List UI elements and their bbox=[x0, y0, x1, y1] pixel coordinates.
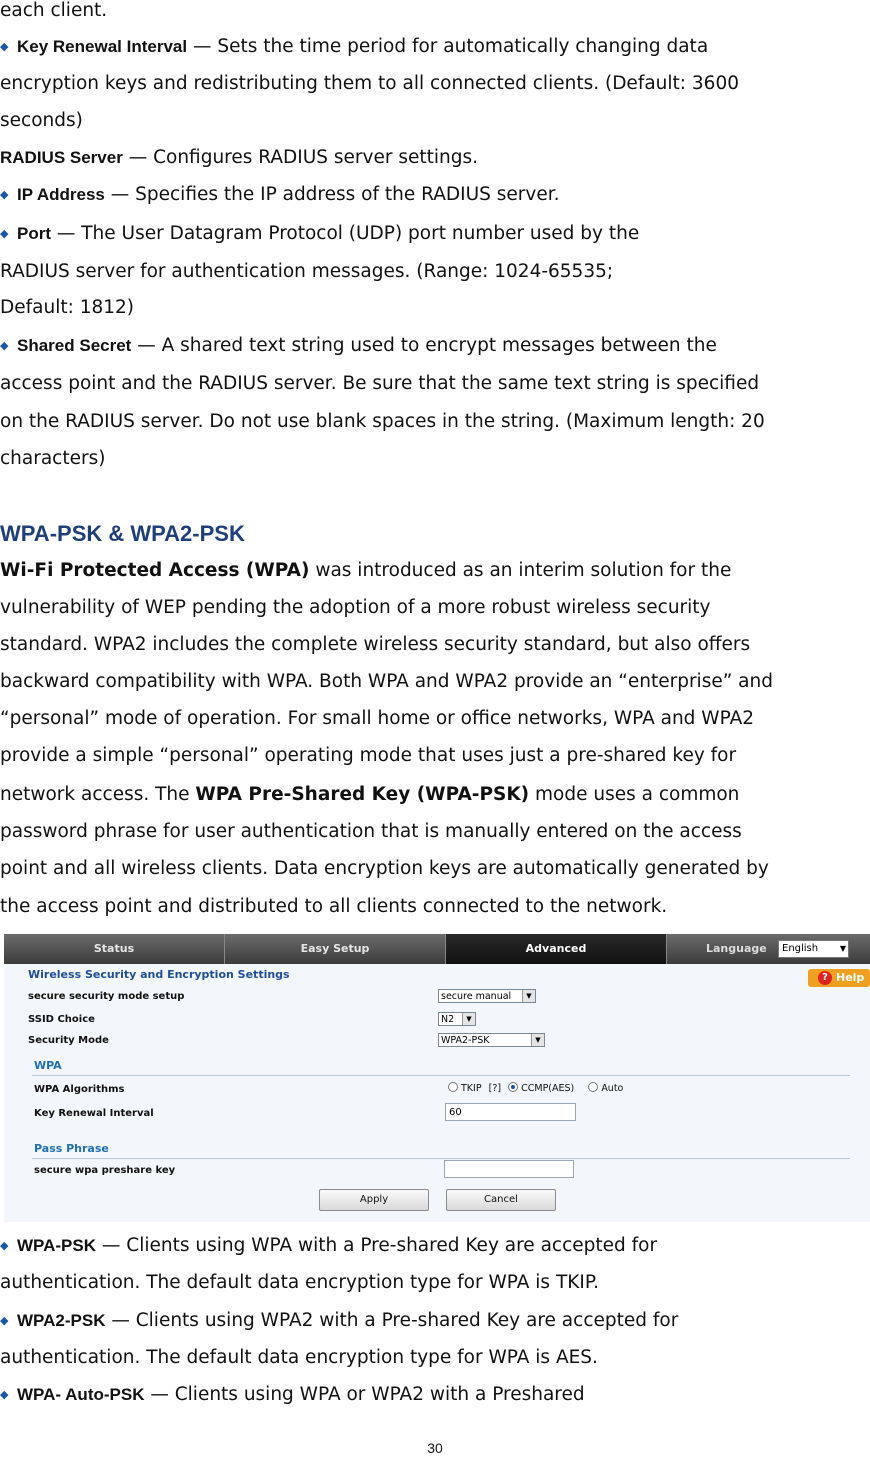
bullet-text: — Clients using WPA2 with a Pre-shared Key are accepted for bbox=[105, 1310, 679, 1331]
help-icon: ? bbox=[818, 971, 832, 985]
bullet-text: — Clients using WPA with a Pre-shared Key are accepted for bbox=[96, 1235, 658, 1256]
bullet-ip-address bbox=[0, 184, 560, 206]
text-line bbox=[0, 708, 754, 730]
router-settings-screenshot bbox=[4, 934, 870, 1222]
text-line bbox=[0, 671, 773, 693]
select-value: secure manual bbox=[441, 991, 512, 1002]
bullet-key-renewal-interval bbox=[0, 36, 708, 58]
bullet-wpa-auto-psk bbox=[0, 1384, 585, 1406]
bullet-port bbox=[0, 223, 639, 245]
line-text: “personal” mode of operation. For small home or office networks, WPA and WPA2 bbox=[0, 708, 755, 729]
line-text: authentication. The default data encryption type for WPA is TKIP. bbox=[0, 1272, 599, 1293]
line-text: on the RADIUS server. Do not use blank spaces in the string. (Maximum length: 20 bbox=[0, 411, 765, 432]
line-text: the access point and distributed to all clients connected to the network. bbox=[0, 896, 668, 917]
diamond-bullet-icon: ◆ bbox=[0, 40, 9, 53]
mode-setup-select[interactable] bbox=[438, 989, 536, 1003]
text-line bbox=[0, 745, 736, 767]
bullet-term: Key Renewal Interval bbox=[17, 37, 188, 56]
line-text: password phrase for user authentication that is manually entered on the access bbox=[0, 821, 742, 842]
line-text: authentication. The default data encryption type for WPA is AES. bbox=[0, 1347, 598, 1368]
divider bbox=[32, 1075, 850, 1076]
text-line bbox=[0, 261, 613, 283]
cancel-button[interactable]: Cancel bbox=[446, 1189, 556, 1211]
line-text: provide a simple “personal” operating mode that uses just a pre-shared key for bbox=[0, 745, 737, 766]
bullet-text: — A shared text string used to encrypt messages between the bbox=[131, 335, 717, 356]
key-renewal-label: Key Renewal Interval bbox=[34, 1108, 154, 1119]
text-line bbox=[0, 821, 742, 843]
mode-setup-label: secure security mode setup bbox=[28, 991, 185, 1002]
top-nav-bar bbox=[4, 934, 870, 964]
pass-phrase-subtitle: Pass Phrase bbox=[34, 1142, 109, 1155]
text-line bbox=[0, 0, 107, 22]
key-renewal-input[interactable]: 60 bbox=[445, 1103, 576, 1121]
page-number: 30 bbox=[427, 1440, 443, 1456]
bullet-term: Shared Secret bbox=[17, 336, 132, 355]
line-text: encryption keys and redistributing them to all connected clients. (Default: 3600 bbox=[0, 73, 739, 94]
bullet-wpa2-psk bbox=[0, 1310, 678, 1332]
bullet-term: WPA- Auto-PSK bbox=[17, 1385, 145, 1404]
radio-auto[interactable] bbox=[588, 1082, 598, 1092]
line-text: network access. The bbox=[0, 784, 196, 805]
wpa-subtitle: WPA bbox=[34, 1059, 62, 1072]
radio-label: TKIP bbox=[461, 1083, 482, 1094]
diamond-bullet-icon: ◆ bbox=[0, 1388, 9, 1401]
tkip-note-link[interactable]: [?] bbox=[488, 1083, 502, 1094]
text-line bbox=[0, 297, 134, 319]
language-area bbox=[668, 934, 870, 964]
line-text: — Configures RADIUS server settings. bbox=[122, 147, 478, 168]
bold-term: WPA Pre-Shared Key (WPA-PSK) bbox=[195, 784, 530, 805]
line-text: each client. bbox=[0, 0, 108, 21]
language-label: Language bbox=[706, 942, 767, 955]
text-line bbox=[0, 896, 667, 918]
radio-ccmp-aes[interactable] bbox=[508, 1082, 518, 1092]
help-label: Help bbox=[836, 971, 865, 984]
security-mode-label: Security Mode bbox=[28, 1035, 109, 1046]
tab-advanced[interactable]: Advanced bbox=[446, 934, 667, 964]
bullet-text: — Clients using WPA or WPA2 with a Preshared bbox=[144, 1384, 585, 1405]
text-line bbox=[0, 373, 759, 395]
select-value: WPA2-PSK bbox=[441, 1035, 490, 1046]
diamond-bullet-icon: ◆ bbox=[0, 339, 9, 352]
text-line bbox=[0, 1272, 599, 1294]
ssid-choice-label: SSID Choice bbox=[28, 1014, 95, 1025]
line-text: mode uses a common bbox=[529, 784, 740, 805]
line-text: was introduced as an interim solution for the bbox=[309, 560, 732, 581]
text-line bbox=[0, 634, 750, 656]
diamond-bullet-icon: ◆ bbox=[0, 227, 9, 240]
bullet-term: IP Address bbox=[17, 185, 105, 204]
line-text: seconds) bbox=[0, 110, 83, 131]
settings-content bbox=[4, 964, 870, 1222]
line-text: standard. WPA2 includes the complete wireless security standard, but also offers bbox=[0, 634, 751, 655]
wpa-algorithms-radios bbox=[448, 1082, 623, 1094]
diamond-bullet-icon: ◆ bbox=[0, 1314, 9, 1327]
bullet-term: WPA-PSK bbox=[17, 1236, 97, 1255]
chevron-down-icon: ▼ bbox=[531, 1034, 544, 1046]
settings-title: Wireless Security and Encryption Settings bbox=[28, 968, 290, 981]
text-line bbox=[0, 597, 711, 619]
tab-easy-setup[interactable]: Easy Setup bbox=[225, 934, 446, 964]
wpa-algorithms-label: WPA Algorithms bbox=[34, 1084, 125, 1095]
bullet-text: — Sets the time period for automatically changing data bbox=[187, 36, 709, 57]
diamond-bullet-icon: ◆ bbox=[0, 188, 9, 201]
section-heading: WPA-PSK & WPA2-PSK bbox=[0, 521, 245, 546]
bullet-term: Port bbox=[17, 224, 51, 243]
bullet-text: — The User Datagram Protocol (UDP) port number used by the bbox=[51, 223, 640, 244]
line-text: RADIUS server for authentication messages. (Range: 1024-65535; bbox=[0, 261, 614, 282]
diamond-bullet-icon: ◆ bbox=[0, 1239, 9, 1252]
radio-label: Auto bbox=[601, 1083, 624, 1094]
tab-status[interactable]: Status bbox=[4, 934, 225, 964]
security-mode-select[interactable] bbox=[438, 1033, 545, 1047]
bullet-text: — Specifies the IP address of the RADIUS server. bbox=[104, 184, 560, 205]
term-label: RADIUS Server bbox=[0, 148, 123, 167]
help-button[interactable] bbox=[808, 969, 870, 987]
text-line bbox=[0, 73, 739, 95]
line-text: vulnerability of WEP pending the adoption of a more robust wireless security bbox=[0, 597, 711, 618]
select-value: N2 bbox=[441, 1014, 455, 1025]
apply-button[interactable]: Apply bbox=[319, 1189, 429, 1211]
language-value: English bbox=[782, 943, 819, 954]
text-line bbox=[0, 784, 739, 806]
bullet-wpa-psk bbox=[0, 1235, 657, 1257]
bullet-shared-secret bbox=[0, 335, 717, 357]
text-line bbox=[0, 560, 731, 582]
ssid-choice-select[interactable] bbox=[438, 1012, 476, 1026]
radius-server-line bbox=[0, 147, 478, 169]
text-line bbox=[0, 411, 765, 433]
line-text: access point and the RADIUS server. Be sure that the same text string is specified bbox=[0, 373, 760, 394]
chevron-down-icon: ▼ bbox=[522, 990, 535, 1002]
line-text: backward compatibility with WPA. Both WPA and WPA2 provide an “enterprise” and bbox=[0, 671, 773, 692]
text-line bbox=[0, 858, 769, 880]
radio-label: CCMP(AES) bbox=[521, 1083, 575, 1094]
bullet-term: WPA2-PSK bbox=[17, 1311, 106, 1330]
text-line bbox=[0, 1347, 598, 1369]
text-line bbox=[0, 110, 83, 132]
language-select[interactable] bbox=[778, 940, 849, 958]
chevron-down-icon: ▼ bbox=[839, 944, 846, 953]
line-text: characters) bbox=[0, 448, 106, 469]
line-text: Default: 1812) bbox=[0, 297, 135, 318]
divider bbox=[32, 1158, 850, 1159]
preshare-key-input[interactable] bbox=[444, 1160, 574, 1178]
chevron-down-icon: ▼ bbox=[462, 1013, 475, 1025]
radio-tkip[interactable] bbox=[448, 1082, 458, 1092]
preshare-key-label: secure wpa preshare key bbox=[34, 1165, 176, 1176]
bold-term: Wi-Fi Protected Access (WPA) bbox=[0, 560, 310, 581]
text-line bbox=[0, 448, 105, 470]
line-text: point and all wireless clients. Data encryption keys are automatically generated by bbox=[0, 858, 769, 879]
